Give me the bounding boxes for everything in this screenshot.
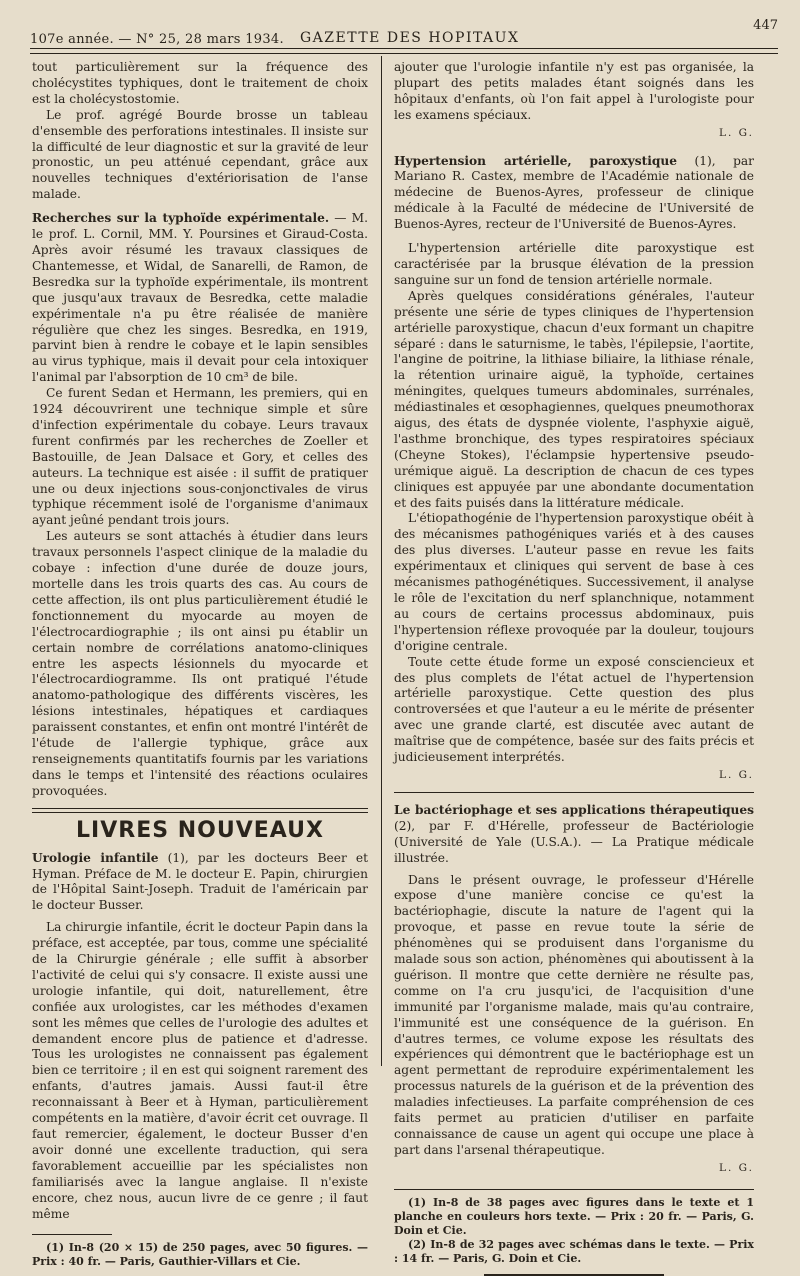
book-authors: par les docteurs Beer et Hyman. Préface de M. le docteur E. Papin, chirurgien de l'Hôpital Saint-Joseph. Traduit de l'américain par le docteur Busser. xyxy=(32,850,369,913)
signature: L. G. xyxy=(719,126,754,139)
signature: L. G. xyxy=(719,768,754,781)
footnote: (1) In-8 (20 × 15) de 250 pages, avec 50 figures. — Prix : 40 fr. — Paris, Gauthier-Villars et Cie. xyxy=(32,1241,368,1269)
book-authors: par F. d'Hérelle, professeur de Bactériologie (Université de Yale (U.S.A.). — La Pratique médicale illustrée. xyxy=(394,818,754,865)
paragraph: Le prof. agrégé Bourde brosse un tableau d'ensemble des perforations intestinales. Il insiste sur la difficulté de leur diagnostic et sur la gravité de leur pronostic, un peu atténué cependant, grâce aux nouvelles techniques d'extériorisation de l'anse malade. xyxy=(32,107,368,202)
paragraph: Après avoir résumé les travaux classiques de Chantemesse, et Widal, de Sanarelli, de Ramon, de Besredka sur la typhoïde expérimentale, ils montrent que jusqu'aux travaux de Besredka, cette maladie expérimentale n'a pu être réalisée de manière régulière que chez les singes. Besredka, en 1919, parvint bien à rendre le cobaye et le lapin sensibles au virus typhique, mais il devait pour cela intoxiquer l'animal par l'absorption de 10 cm³ de bile. xyxy=(32,242,368,385)
paragraph: La chirurgie infantile, écrit le docteur Papin dans la préface, est acceptée, par tous, comme une spécialité de la Chirurgie générale ; elle suffit à absorber l'activité de celui qui s'y consacre. Il existe aussi une urologie infantile, qui doit, naturellement, être confiée aux urologistes, car les méthodes d'examen sont les mêmes que celles de l'urologie des adultes et demandent encore plus de patience et d'adresse. Tous les urologistes ne connaissent pas également bien ce territoire ; il en est qui soignent rarement des enfants, d'autres jamais. Aussi faut-il être reconnaissant à Beer et à Hyman, particulièrement compétents en la matière, d'avoir écrit cet ouvrage. Il faut remercier, également, le docteur Busser d'en avoir donné une excellente traduction, qui sera favorablement accueillie par les spécialistes non familiarisés avec la langue anglaise. Il n'existe encore, chez nous, aucun livre de ce genre ; il faut même xyxy=(32,920,368,1221)
right-column xyxy=(394,60,754,1276)
section-rule xyxy=(32,808,368,813)
paragraph: Dans le présent ouvrage, le professeur d'Hérelle expose d'une manière concise ce qu'est la bactériophagie, discute la nature de l'agent qui la provoque, et passe en revue toute la série de phénomènes qui se produisent dans l'organisme du malade sous son action, phénomènes qui aboutissent à la guérison. Il montre que cette dernière ne résulte pas, comme on l'a cru jusqu'ici, de l'acquisition d'une immunité par l'organisme malade, mais qu'au contraire, l'immunité est une conséquence de la guérison. En d'autres termes, ce volume expose les résultats des expériences qui démontrent que le bactériophage est un agent permettant de reproduire expérimentalement les processus naturels de la guérison et de la prévention des maladies infectieuses. La parfaite compréhension de ces faits permet au praticien d'utiliser en parfaite connaissance de cause un agent qui occupe une place à part dans l'arsenal thérapeutique. xyxy=(394,872,754,1157)
journal-title: GAZETTE DES HOPITAUX xyxy=(300,30,520,46)
book-title: Urologie infantile xyxy=(32,850,159,865)
book-authors: par Mariano R. Castex, membre de l'Académie nationale de médecine de Buenos-Ayres, professeur de clinique médicale à la Faculté de médecine de l'Université de Buenos-Ayres, recteur de l'Université de Buenos-Ayres. xyxy=(394,153,755,232)
paragraph: Après quelques considérations générales, l'auteur présente une série de types cliniques de l'hypertension artérielle paroxystique, chacun d'eux formant un chapitre séparé : dans le saturnisme, le tabès, l'épilepsie, l'aortite, l'angine de poitrine, la lithiase biliaire, la lithiase rénale, la rétention urinaire aiguë, la typhoïde, certaines méningites, quelques tumeurs abdominales, surrénales, médiastinales et œsophagiennes, quelques pneumothorax aigus, des états de dyspnée violente, l'asphyxie aiguë, l'asthme bronchique, des types respiratoires spéciaux (Cheyne Stokes), l'éclampsie hypertensive pseudo-urémique aiguë. La description de chacun de ces types cliniques est appuyée par une abondante documentation et des faits puisés dans la littérature médicale. xyxy=(394,288,754,510)
paragraph: Toute cette étude forme un exposé consciencieux et des plus complets de l'état actuel de l'hypertension artérielle paroxystique. Cette question des plus controversées et que l'auteur a eu le mérite de présenter avec une grande clarté, est discutée avec autant de maîtrise que de compétence, basée sur des faits précis et judicieusement interprétés. xyxy=(394,654,754,765)
page-header xyxy=(30,18,778,48)
footnotes xyxy=(394,1196,754,1266)
footnote-rule xyxy=(32,1234,112,1235)
section-rule xyxy=(394,792,754,793)
book-title: Le bactériophage et ses applications thérapeutiques xyxy=(394,802,754,817)
paragraph: L'hypertension artérielle dite paroxystique est caractérisée par la brusque élévation de la pression sanguine sur un fond de tension artérielle normale. xyxy=(394,241,754,287)
end-ornament xyxy=(484,1274,664,1276)
book-heading xyxy=(394,803,754,867)
issue-info: 107e année. — N° 25, 28 mars 1934. xyxy=(30,32,284,47)
article-heading xyxy=(32,211,368,386)
article-authors: — M. le prof. L. Cornil, MM. Y. Poursines et Giraud-Costa. xyxy=(32,211,368,242)
footnote-rule xyxy=(394,1189,754,1190)
footnote-ref: (1), xyxy=(167,850,189,865)
header-rule xyxy=(30,48,778,54)
paragraph: L'étiopathogénie de l'hypertension paroxystique obéit à des mécanismes pathogéniques variés et à des causes des plus diverses. L'auteur passe en revue les faits expérimentaux et cliniques qui servent de base à ces mécanismes pathogénétiques. Successivement, il analyse le rôle de l'excitation du nerf splanchnique, notamment au cours de certains processus abdominaux, puis l'hypertension réflexe provoquée par la douleur, toujours d'origine centrale. xyxy=(394,511,754,653)
section-title: LIVRES NOUVEAUX xyxy=(76,817,324,843)
paragraph: Les auteurs se sont attachés à étudier dans leurs travaux personnels l'aspect clinique de la maladie du cobaye : infection d'une durée de douze jours, mortelle dans les trois quarts des cas. Au cours de cette affection, ils ont plus particulièrement étudié le fonctionnement du myocarde au moyen de l'électrocardiographie ; ils ont ainsi pu établir un certain nombre de corrélations anatomo-cliniques entre les aspects lésionnels du myocarde et l'électrocardiogramme. Ils ont pratiqué l'étude anatomo-pathologique des différents viscères, les lésions intestinales, hépatiques et cardiaques paraissent constantes, et enfin ont montré l'intérêt de l'étude de l'allergie typhique, grâce aux renseignements quantitatifs fournis par les variations dans le temps et l'intensité des réactions oculaires provoquées. xyxy=(32,529,368,798)
signature: L. G. xyxy=(719,1161,754,1174)
book-heading xyxy=(32,851,368,915)
footnotes xyxy=(32,1241,368,1269)
book-title: Hypertension artérielle, paroxystique xyxy=(394,153,678,168)
article-title: Recherches sur la typhoïde expérimentale. xyxy=(32,211,330,226)
footnote: (2) In-8 de 32 pages avec schémas dans le texte. — Prix : 14 fr. — Paris, G. Doin et Cie. xyxy=(394,1237,754,1265)
footnote: (1) In-8 de 38 pages avec figures dans le texte et 1 planche en couleurs hors texte. — Prix : 20 fr. — Paris, G. Doin et Cie. xyxy=(394,1195,754,1237)
page-number: 447 xyxy=(753,18,778,33)
paragraph: tout particulièrement sur la fréquence des cholécystites typhiques, dont le traitement de choix est la cholécystostomie. xyxy=(32,60,368,106)
left-column xyxy=(32,60,368,1269)
footnote-ref: (1), xyxy=(694,153,716,168)
footnote-ref: (2), xyxy=(394,818,416,833)
paragraph: ajouter que l'urologie infantile n'y est pas organisée, la plupart des petits malades étant soignés dans les hôpitaux d'enfants, où l'on fait appel à l'urologiste pour les examens spéciaux. xyxy=(394,60,754,122)
column-divider xyxy=(381,56,382,1066)
book-heading xyxy=(394,154,754,234)
paragraph: Ce furent Sedan et Hermann, les premiers, qui en 1924 découvrirent une technique simple et sûre d'infection expérimentale du cobaye. Leurs travaux furent confirmés par les recherches de Zoeller et Bastouille, de Jean Dalsace et Gory, et celles des auteurs. La technique est aisée : il suffit de pratiquer une ou deux injections sous-conjonctivales de virus typhique récemment isolé de l'organisme d'animaux ayant jeûné pendant trois jours. xyxy=(32,386,368,528)
